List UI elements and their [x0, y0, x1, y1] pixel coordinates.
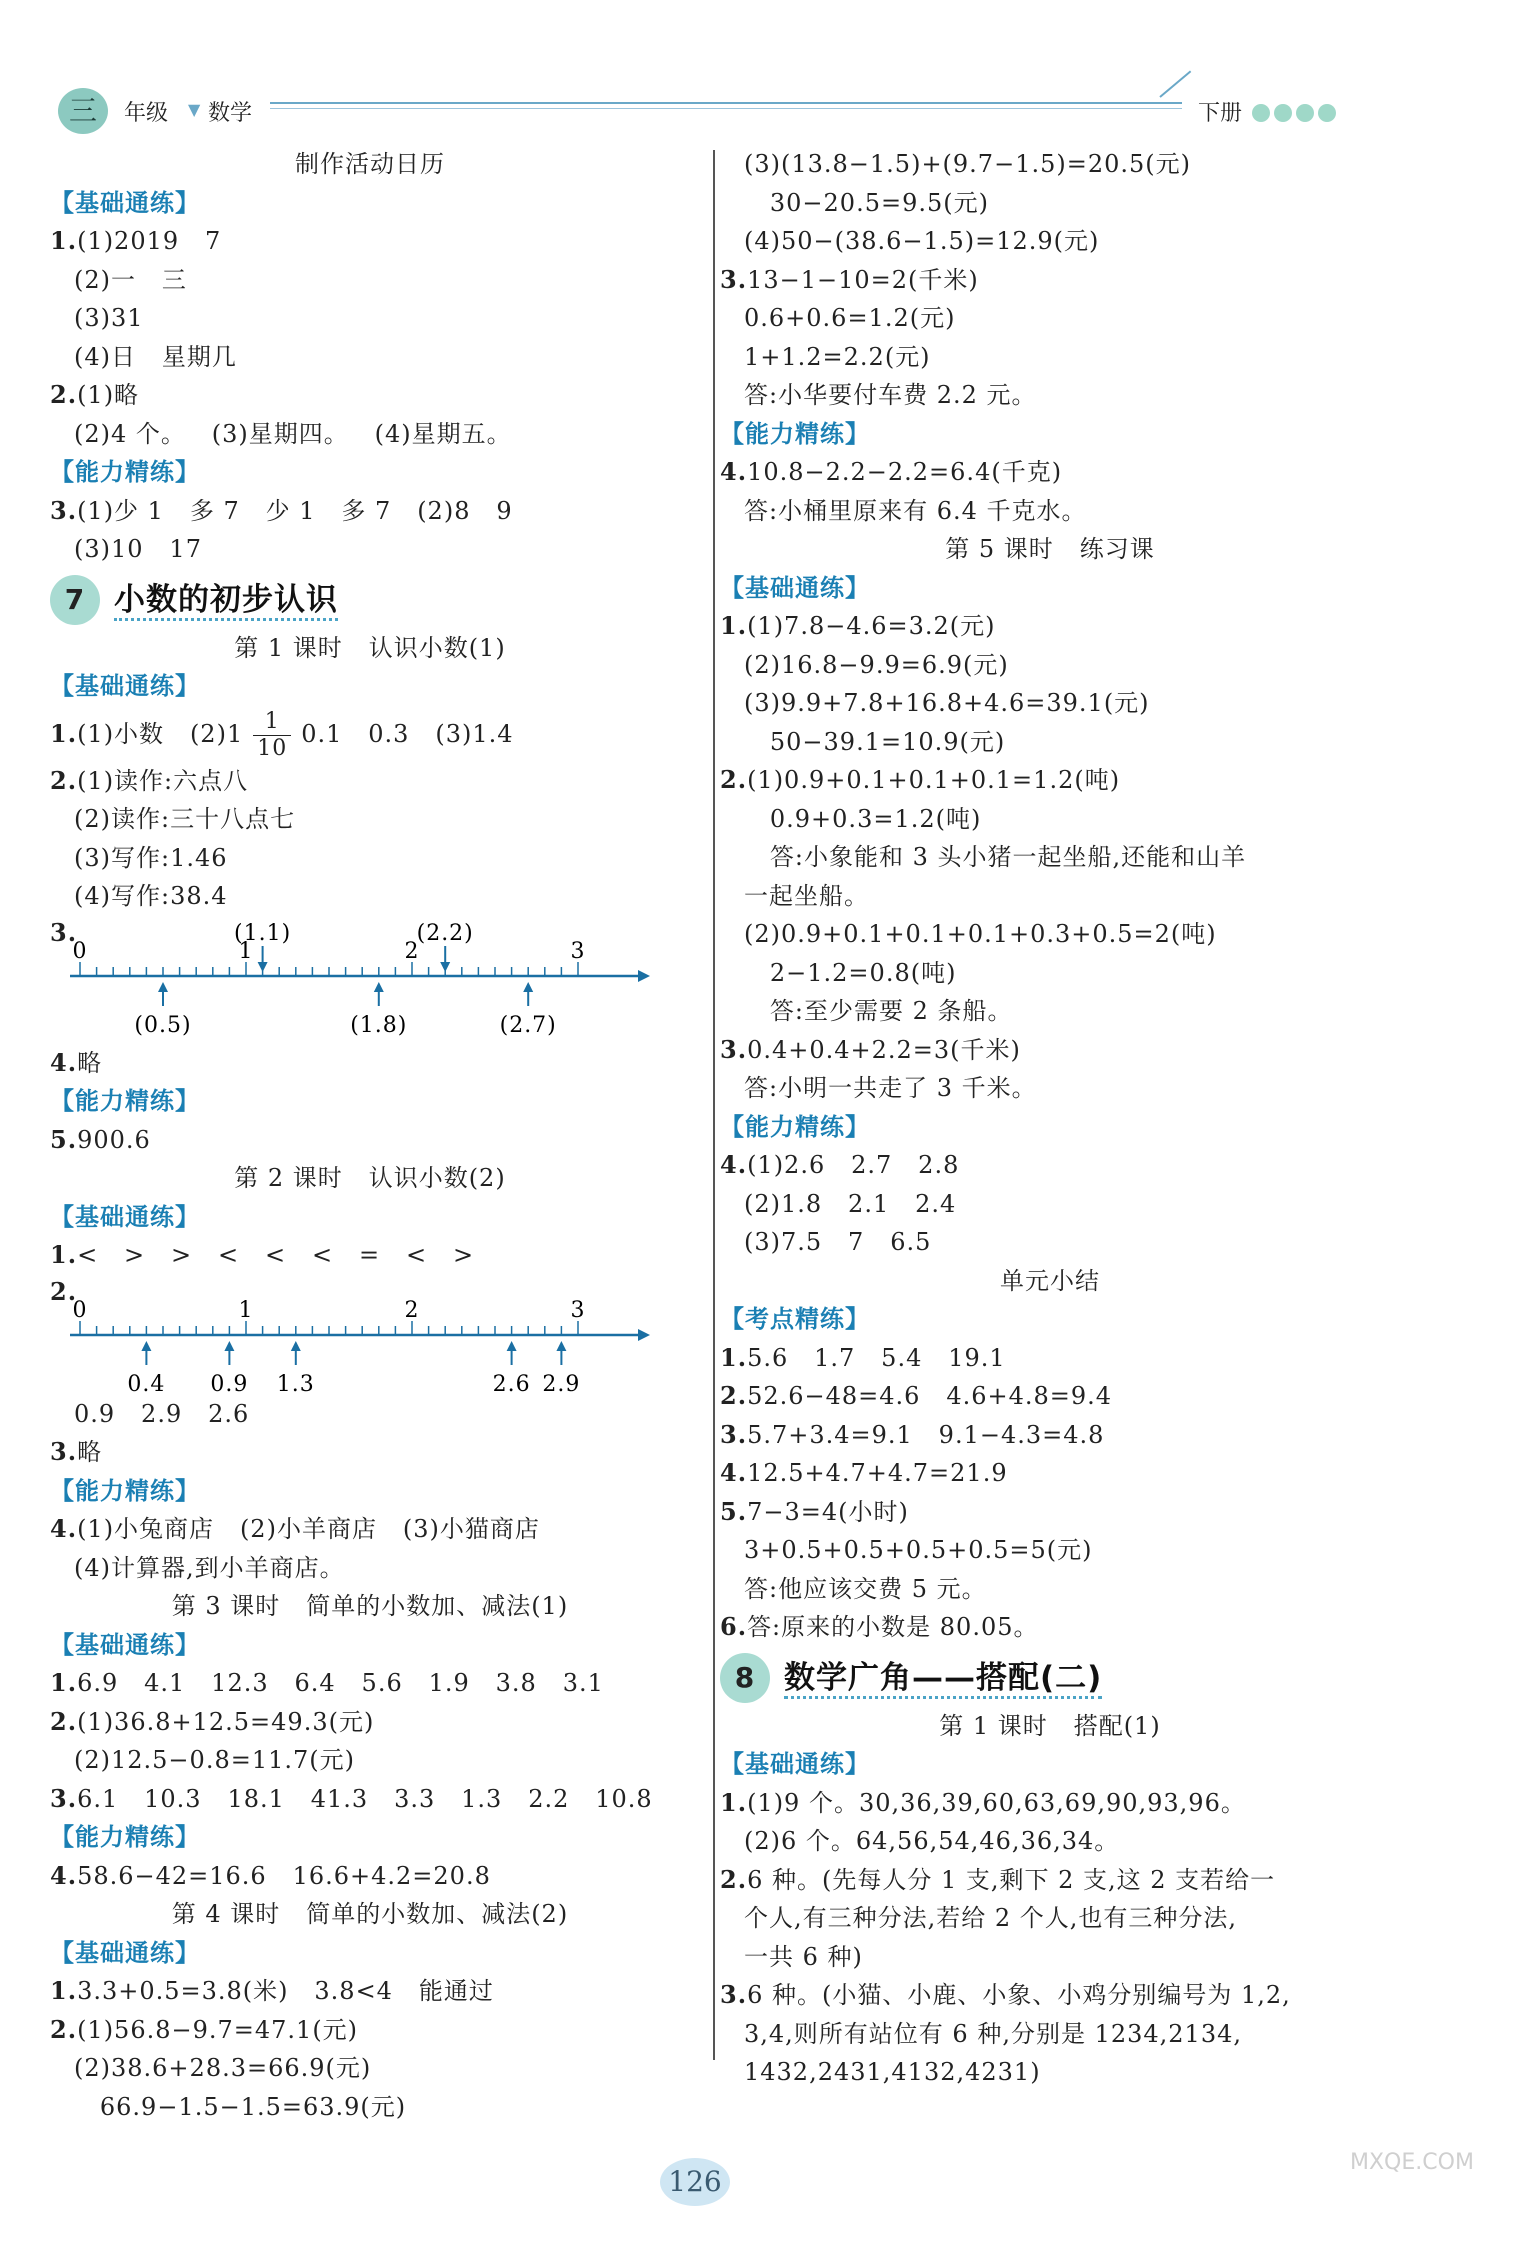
- answer-text: (1)读作:六点八: [77, 766, 249, 795]
- answer-line: [720, 1416, 1380, 1455]
- answer-text: 个人,有三种分法,若给 2 个人,也有三种分法,: [744, 1904, 1238, 1932]
- answer-text: < > > < < < = < >: [77, 1241, 475, 1269]
- answer-text: 0.4+0.4+2.2=3(千米): [747, 1035, 1021, 1064]
- marked-value-label: (1.1): [234, 920, 292, 946]
- answer-line: [50, 1664, 690, 1703]
- answer-text: 0.1 0.3 (3)1.4: [301, 719, 514, 748]
- answer-text: (1)36.8+12.5=49.3(元): [77, 1707, 375, 1736]
- section-tag: 【基础通练】: [50, 1630, 200, 1659]
- question-number: 1.: [720, 1787, 748, 1817]
- section-tag: 【基础通练】: [720, 573, 870, 602]
- header-rule: [270, 102, 1182, 104]
- number-line-question: [50, 916, 690, 1044]
- question-number: 2.: [50, 380, 78, 409]
- answer-line: [720, 1031, 1380, 1070]
- tick-label: 2: [404, 938, 420, 964]
- answer-text: (3)31: [74, 304, 144, 332]
- chapter-heading: [50, 569, 690, 629]
- answer-text: 6.9 4.1 12.3 6.4 5.6 1.9 3.8 3.1: [77, 1669, 604, 1697]
- answer-line: [50, 839, 690, 878]
- answer-text: 66.9−1.5−1.5=63.9(元): [74, 2092, 407, 2121]
- grade-label: 年级: [124, 101, 169, 126]
- answer-line: [720, 1377, 1380, 1416]
- subject-label: 数学: [208, 101, 253, 126]
- answer-line: [50, 1433, 690, 1472]
- answer-line: [720, 1454, 1380, 1493]
- lesson-title: 单元小结: [1000, 1266, 1100, 1295]
- axis-arrow-icon: [638, 1329, 650, 1341]
- answer-text: 2−1.2=0.8(吨): [744, 958, 957, 987]
- answer-line: [720, 1146, 1380, 1185]
- answer-line: [720, 1570, 1380, 1609]
- answer-line: [50, 1857, 690, 1896]
- marked-value-label: (0.5): [134, 1012, 192, 1038]
- question-number: 4.: [50, 1860, 78, 1890]
- answer-text: 6.1 10.3 18.1 41.3 3.3 1.3 2.2 10.8: [77, 1784, 653, 1813]
- up-arrow-icon: [507, 1341, 517, 1365]
- marked-value-label: 2.6: [492, 1371, 531, 1395]
- marked-value-label: (2.7): [499, 1012, 557, 1038]
- question-number: 2.: [720, 765, 748, 794]
- question-number: 3.: [720, 1980, 748, 2009]
- section-tag-row: [50, 1626, 690, 1665]
- question-number: 3.: [50, 1783, 78, 1813]
- section-tag: 【基础通练】: [50, 672, 200, 700]
- answer-text: 3+0.5+0.5+0.5+0.5=5(元): [744, 1536, 1093, 1564]
- question-number: 3.: [50, 1437, 78, 1466]
- answer-line: [50, 376, 690, 415]
- answer-text: 5.7+3.4=9.1 9.1−4.3=4.8: [747, 1420, 1105, 1449]
- answer-text: 答:至少需要 2 条船。: [744, 997, 1013, 1025]
- up-arrow-icon: [556, 1341, 566, 1365]
- answer-line: [50, 530, 690, 569]
- answer-line: [720, 184, 1380, 223]
- number-line-question: [50, 1275, 690, 1395]
- answer-text: 1+1.2=2.2(元): [744, 342, 931, 371]
- answer-text: (2)6 个。64,56,54,46,36,34。: [744, 1827, 1120, 1855]
- question-number: 4.: [50, 1047, 78, 1077]
- answer-text: (4)50−(38.6−1.5)=12.9(元): [744, 227, 1100, 255]
- answer-text: 一共 6 种): [744, 1942, 863, 1971]
- answer-text: (4)日 星期几: [74, 342, 237, 371]
- question-number: 2.: [50, 765, 78, 795]
- number-line: [50, 916, 670, 1044]
- up-arrow-icon: [224, 1341, 234, 1365]
- answer-line: [50, 222, 690, 261]
- answer-text: 10.8−2.2−2.2=6.4(千克): [747, 458, 1063, 486]
- answer-text: (2)12.5−0.8=11.7(元): [74, 1746, 355, 1774]
- answer-line: [50, 415, 690, 454]
- tick-label: 0: [72, 1297, 88, 1323]
- answer-text: (1)小兔商店 (2)小羊商店 (3)小猫商店: [77, 1515, 540, 1543]
- answer-text: (1)小数 (2)1: [77, 719, 244, 748]
- answer-line: [720, 453, 1380, 492]
- up-arrow-icon: [158, 982, 168, 1006]
- answer-line: [720, 1784, 1380, 1823]
- answer-text: (1)2.6 2.7 2.8: [747, 1151, 960, 1179]
- question-number: 2.: [50, 2014, 78, 2044]
- marked-value-label: 0.4: [127, 1371, 166, 1395]
- section-tag: 【基础通练】: [720, 1750, 870, 1778]
- down-arrow-icon: [258, 946, 268, 972]
- tick-label: 1: [238, 1297, 254, 1323]
- answer-text: 7−3=4(小时): [747, 1497, 909, 1526]
- answer-line: [720, 915, 1380, 954]
- answer-text: 答:小桶里原来有 6.4 千克水。: [744, 496, 1087, 525]
- answer-text: 6 种。(小猫、小鹿、小象、小鸡分别编号为 1,2,: [747, 1981, 1291, 2009]
- answer-text: 6 种。(先每人分 1 支,剩下 2 支,这 2 支若给一: [747, 1865, 1276, 1894]
- question-number: 1.: [50, 718, 78, 748]
- answer-line: [50, 1044, 690, 1083]
- question-number: 4.: [50, 1514, 78, 1543]
- section-tag-row: [720, 415, 1380, 454]
- section-tag-row: [50, 453, 690, 492]
- question-number: 2.: [720, 1864, 748, 1894]
- tick-label: 3: [570, 938, 586, 964]
- section-tag: 【能力精练】: [720, 1112, 870, 1141]
- marked-value-label: (1.8): [350, 1012, 408, 1038]
- decorative-dots: [1252, 104, 1342, 126]
- column-divider: [713, 150, 715, 2060]
- answer-line: [720, 761, 1380, 800]
- answer-text: 略: [77, 1048, 103, 1077]
- answer-line: [50, 1972, 690, 2011]
- answer-line: [50, 1121, 690, 1160]
- lesson-title: 制作活动日历: [295, 150, 445, 178]
- answer-line: 0.9 2.9 2.6: [74, 1399, 250, 1428]
- answer-text: 1432,2431,4132,4231): [744, 2058, 1041, 2086]
- section-tag: 【能力精练】: [50, 1087, 200, 1115]
- answer-line: [720, 299, 1380, 338]
- watermark: MXQE.COM: [1350, 2150, 1474, 2175]
- answer-text: 30−20.5=9.5(元): [744, 188, 989, 217]
- lesson-title: 第 3 课时 简单的小数加、减法(1): [171, 1592, 569, 1620]
- answer-line: [720, 1185, 1380, 1224]
- page-header: [0, 0, 1516, 150]
- header-rule-thin: [270, 108, 1182, 109]
- answer-text: (1)7.8−4.6=3.2(元): [747, 612, 996, 640]
- down-arrow-icon: [440, 946, 450, 972]
- answer-line: [50, 1236, 690, 1275]
- question-number: 6.: [720, 1612, 748, 1641]
- answer-text: 3.3+0.5=3.8(米) 3.8<4 能通过: [77, 1977, 494, 2005]
- answer-text: (3)(13.8−1.5)+(9.7−1.5)=20.5(元): [744, 150, 1191, 178]
- up-arrow-icon: [374, 982, 384, 1006]
- answer-text: (1)56.8−9.7=47.1(元): [77, 2015, 359, 2044]
- question-number: 5.: [50, 1124, 78, 1154]
- answer-line: [720, 877, 1380, 916]
- answer-text: 58.6−42=16.6 16.6+4.2=20.8: [77, 1861, 491, 1890]
- section-tag: 【能力精练】: [50, 1476, 200, 1505]
- answer-line: [50, 762, 690, 801]
- answer-text: 答:小华要付车费 2.2 元。: [744, 381, 1037, 409]
- chapter-number-badge: 7: [50, 575, 100, 625]
- chapter-heading: [720, 1647, 1380, 1707]
- answer-line: [720, 607, 1380, 646]
- question-number: 1.: [50, 226, 78, 255]
- question-number: 1.: [720, 1342, 748, 1372]
- up-arrow-icon: [141, 1341, 151, 1365]
- answer-line: [720, 800, 1380, 839]
- question-number: 4.: [720, 1150, 748, 1179]
- section-tag: 【能力精练】: [720, 419, 870, 448]
- answer-line: [720, 723, 1380, 762]
- question-number: 3.: [720, 264, 748, 294]
- tick-label: 2: [404, 1297, 420, 1323]
- lesson-title: 第 1 课时 搭配(1): [939, 1711, 1161, 1740]
- answer-line: [720, 954, 1380, 993]
- answer-line: [720, 2015, 1380, 2054]
- section-tag-row: [50, 1472, 690, 1511]
- question-number: 1.: [720, 611, 748, 640]
- answer-text: 50−39.1=10.9(元): [744, 727, 1006, 756]
- answer-line: [720, 1339, 1380, 1378]
- grade-badge: 三: [58, 88, 108, 134]
- answer-text: (3)9.9+7.8+16.8+4.6=39.1(元): [744, 689, 1150, 717]
- volume-label: 下册: [1198, 101, 1243, 126]
- answer-text: 13−1−10=2(千米): [747, 265, 979, 294]
- answer-text: 0.9+0.3=1.2(吨): [744, 804, 982, 833]
- header-rule-diagonal: [1159, 71, 1191, 98]
- answer-line: [50, 1703, 690, 1742]
- section-tag-row: [720, 1745, 1380, 1784]
- question-number: 4.: [720, 457, 748, 486]
- section-tag-row: [50, 1818, 690, 1857]
- page-number: 126: [660, 2158, 730, 2206]
- answer-text: (3)写作:1.46: [74, 843, 228, 872]
- answer-line: [50, 1780, 690, 1819]
- answer-line: [720, 684, 1380, 723]
- answer-line: [720, 1069, 1380, 1108]
- up-arrow-icon: [523, 982, 533, 1006]
- answer-text: 5.6 1.7 5.4 19.1: [747, 1343, 1006, 1372]
- answer-text: (2)16.8−9.9=6.9(元): [744, 650, 1009, 679]
- answer-text: (2)一 三: [74, 265, 187, 294]
- answer-line: [50, 1741, 690, 1780]
- answer-text: (1)9 个。30,36,39,60,63,69,90,93,96。: [747, 1788, 1246, 1817]
- answer-line: [50, 338, 690, 377]
- answer-text: 略: [77, 1438, 103, 1466]
- answer-line: [720, 338, 1380, 377]
- answer-text: (2)38.6+28.3=66.9(元): [74, 2054, 372, 2082]
- answer-line: [50, 1510, 690, 1549]
- fraction-numerator: 1: [253, 709, 291, 736]
- fraction: [253, 709, 291, 762]
- answer-line: [720, 992, 1380, 1031]
- answer-line: [50, 877, 690, 916]
- marked-value-label: (2.2): [416, 920, 474, 946]
- question-number: 3.: [720, 1419, 748, 1449]
- lesson-title: 第 2 课时 认识小数(2): [234, 1164, 506, 1192]
- lesson-title: 第 4 课时 简单的小数加、减法(2): [171, 1900, 569, 1928]
- section-tag-row: [50, 184, 690, 223]
- section-tag: 【考点精练】: [720, 1305, 870, 1333]
- answer-text: 52.6−48=4.6 4.6+4.8=9.4: [747, 1382, 1113, 1410]
- answer-text: (2)4 个。 (3)星期四。 (4)星期五。: [74, 419, 512, 448]
- answer-line: [50, 492, 690, 531]
- answer-line: [720, 1938, 1380, 1977]
- answer-text: (1)略: [77, 381, 140, 409]
- chapter-title: 数学广角——搭配(二): [784, 1660, 1102, 1699]
- answer-text: (1)2019 7: [77, 227, 222, 255]
- section-tag: 【基础通练】: [50, 1202, 200, 1231]
- section-tag: 【能力精练】: [50, 1823, 200, 1851]
- answer-line: [720, 1976, 1380, 2015]
- lesson-title: 第 1 课时 认识小数(1): [234, 633, 506, 662]
- answer-line: [50, 261, 690, 300]
- answer-text: (1)少 1 多 7 少 1 多 7 (2)8 9: [77, 496, 513, 525]
- marked-value-label: 0.9: [210, 1371, 249, 1395]
- answer-text: 答:小象能和 3 头小猪一起坐船,还能和山羊: [744, 843, 1247, 871]
- axis-arrow-icon: [638, 970, 650, 982]
- answer-text: 答:小明一共走了 3 千米。: [744, 1074, 1037, 1102]
- question-number: 1.: [50, 1976, 78, 2005]
- answer-line: [720, 1531, 1380, 1570]
- answer-line: [720, 261, 1380, 300]
- section-tag-row: [720, 1108, 1380, 1147]
- answer-text: (2)0.9+0.1+0.1+0.1+0.3+0.5=2(吨): [744, 920, 1217, 948]
- answer-line: [720, 1493, 1380, 1532]
- section-tag: 【基础通练】: [50, 188, 200, 217]
- section-tag-row: [50, 667, 690, 706]
- chapter-title: 小数的初步认识: [114, 582, 338, 621]
- up-arrow-icon: [291, 1341, 301, 1365]
- answer-line: [720, 2053, 1380, 2092]
- section-tag: 【能力精练】: [50, 458, 200, 486]
- answer-line: [720, 145, 1380, 184]
- answer-text: 答:原来的小数是 80.05。: [747, 1613, 1039, 1641]
- answer-line: [50, 2011, 690, 2050]
- answer-text: (3)10 17: [74, 535, 202, 563]
- question-number: 1.: [50, 1668, 78, 1697]
- tick-label: 0: [72, 938, 88, 964]
- answer-text: (3)7.5 7 6.5: [744, 1228, 932, 1256]
- answer-line: [720, 1608, 1380, 1647]
- answer-line: [720, 376, 1380, 415]
- answer-text: 答:他应该交费 5 元。: [744, 1574, 987, 1603]
- answer-line: [50, 800, 690, 839]
- question-number: 3.: [50, 917, 78, 947]
- number-line: [50, 1275, 670, 1395]
- answer-line: [50, 299, 690, 338]
- question-number: 2.: [50, 1706, 78, 1736]
- answer-line: [720, 1861, 1380, 1900]
- answer-text: (4)写作:38.4: [74, 882, 228, 910]
- answer-text: 12.5+4.7+4.7=21.9: [747, 1459, 1008, 1487]
- answer-text: 3,4,则所有站位有 6 种,分别是 1234,2134,: [744, 2019, 1242, 2048]
- marked-value-label: 1.3: [276, 1371, 315, 1395]
- answer-line: [50, 1549, 690, 1588]
- question-number: 4.: [720, 1458, 748, 1487]
- answer-text: (2)1.8 2.1 2.4: [744, 1189, 957, 1218]
- answer-text: 900.6: [77, 1125, 151, 1154]
- section-tag-row: [50, 1082, 690, 1121]
- question-number: 3.: [50, 495, 78, 525]
- question-number: 2.: [50, 1276, 78, 1306]
- section-tag-row: [720, 569, 1380, 608]
- answer-line: [720, 222, 1380, 261]
- fraction-denominator: 10: [257, 735, 288, 761]
- section-tag: 【基础通练】: [50, 1938, 200, 1967]
- section-tag-row: [50, 1934, 690, 1973]
- answer-text: (4)计算器,到小羊商店。: [74, 1553, 345, 1582]
- question-number: 3.: [720, 1034, 748, 1064]
- tick-label: 3: [570, 1297, 586, 1323]
- answer-line: [720, 492, 1380, 531]
- question-number: 2.: [720, 1381, 748, 1410]
- answer-line: [50, 2088, 690, 2127]
- right-column: [720, 145, 1380, 2092]
- left-column: [50, 145, 690, 2126]
- answer-line: [50, 2049, 690, 2088]
- answer-text: (1)0.9+0.1+0.1+0.1=1.2(吨): [747, 766, 1121, 794]
- answer-text: 0.6+0.6=1.2(元): [744, 304, 956, 332]
- lesson-title: 第 5 课时 练习课: [945, 535, 1155, 563]
- marked-value-label: 2.9: [542, 1371, 581, 1395]
- answer-text: (2)读作:三十八点七: [74, 805, 296, 833]
- question-number: 1.: [50, 1240, 78, 1269]
- section-tag-row: [50, 1198, 690, 1237]
- answer-line: [720, 1899, 1380, 1938]
- section-tag-row: [720, 1300, 1380, 1339]
- answer-line: [50, 706, 690, 762]
- answer-line: [720, 1822, 1380, 1861]
- answer-text: 一起坐船。: [744, 881, 869, 910]
- question-number: 5.: [720, 1496, 748, 1526]
- tick-label: 1: [238, 938, 254, 964]
- chapter-number-badge: 8: [720, 1653, 770, 1703]
- answer-line: [720, 646, 1380, 685]
- answer-line: [720, 1223, 1380, 1262]
- arrow-icon: ▼: [188, 100, 201, 119]
- answer-line: [720, 838, 1380, 877]
